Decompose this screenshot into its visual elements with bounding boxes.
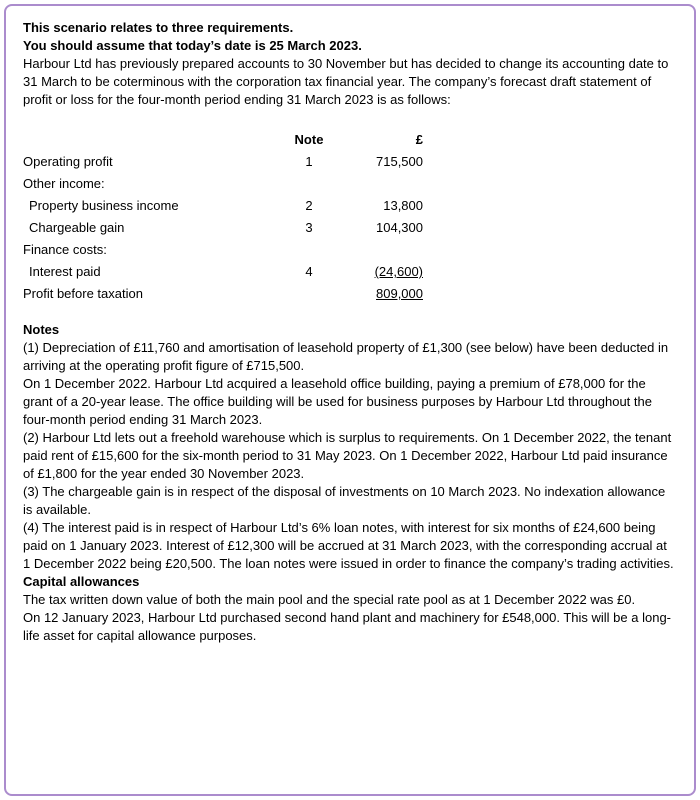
note-2: (2) Harbour Ltd lets out a freehold warehouse which is surplus to requirements. On 1 December 2022, the tenant paid rent of £15,600 for the six-month period to 31 May 2023. On 1 December 2022, Harbour Ltd paid insurance of £1,800 for the year ended 30 November 2023. bbox=[23, 430, 672, 481]
row-amount: 715,500 bbox=[376, 154, 423, 169]
amount-column-header: £ bbox=[415, 132, 423, 147]
table-header-spacer bbox=[23, 129, 281, 151]
row-amount bbox=[337, 173, 423, 195]
row-amount: 13,800 bbox=[383, 198, 423, 213]
row-amount bbox=[337, 239, 423, 261]
table-row bbox=[23, 261, 423, 283]
row-note bbox=[281, 239, 337, 261]
profit-or-loss-table bbox=[23, 129, 423, 305]
table-row bbox=[23, 283, 423, 305]
assumed-date-line: You should assume that today’s date is 25 March 2023. bbox=[23, 38, 362, 53]
scenario-panel bbox=[4, 4, 696, 796]
row-amount: 809,000 bbox=[376, 286, 423, 301]
note-1-continued: On 1 December 2022. Harbour Ltd acquired a leasehold office building, paying a premium of £78,000 for the grant of a 20-year lease. The office building will be used for business purposes by Harbour Ltd throughout the four-month period ending 31 March 2023. bbox=[23, 376, 652, 427]
row-note: 2 bbox=[305, 198, 313, 213]
table-header-row bbox=[23, 129, 423, 151]
note-column-header: Note bbox=[294, 132, 324, 147]
table-row bbox=[23, 217, 423, 239]
row-label: Finance costs: bbox=[23, 242, 107, 257]
table-row bbox=[23, 239, 423, 261]
capital-allowances-para-1: The tax written down value of both the main pool and the special rate pool as at 1 December 2022 was £0. bbox=[23, 592, 636, 607]
note-3: (3) The chargeable gain is in respect of the disposal of investments on 10 March 2023. No indexation allowance is available. bbox=[23, 484, 666, 517]
row-note: 1 bbox=[305, 154, 313, 169]
capital-allowances-heading: Capital allowances bbox=[23, 574, 140, 589]
table-row bbox=[23, 195, 423, 217]
table-row bbox=[23, 151, 423, 173]
row-amount: (24,600) bbox=[374, 264, 423, 279]
capital-allowances-para-2: On 12 January 2023, Harbour Ltd purchased second hand plant and machinery for £548,000. This will be a long-life asset for capital allowance purposes. bbox=[23, 610, 672, 643]
row-label: Operating profit bbox=[23, 154, 113, 169]
row-note bbox=[281, 173, 337, 195]
scenario-requirements-line: This scenario relates to three requirements. bbox=[23, 20, 294, 35]
row-note: 4 bbox=[305, 264, 313, 279]
row-amount: 104,300 bbox=[376, 220, 423, 235]
table-row bbox=[23, 173, 423, 195]
note-1: (1) Depreciation of £11,760 and amortisation of leasehold property of £1,300 (see below) have been deducted in arriving at the operating profit figure of £715,500. bbox=[23, 340, 669, 373]
row-note: 3 bbox=[305, 220, 313, 235]
row-label: Profit before taxation bbox=[23, 286, 143, 301]
note-4: (4) The interest paid is in respect of Harbour Ltd’s 6% loan notes, with interest for six months of £24,600 being paid on 1 January 2023. Interest of £12,300 will be accrued at 31 March 2023, with the corresponding accrual at 1 December 2022 being £20,500. The loan notes were issued in order to finance the company’s trading activities. bbox=[23, 520, 674, 571]
row-label: Chargeable gain bbox=[29, 220, 125, 235]
row-label: Interest paid bbox=[29, 264, 101, 279]
notes-heading: Notes bbox=[23, 322, 60, 337]
row-label: Other income: bbox=[23, 176, 105, 191]
row-label: Property business income bbox=[29, 198, 179, 213]
row-note bbox=[281, 283, 337, 305]
intro-paragraph: Harbour Ltd has previously prepared accounts to 30 November but has decided to change its accounting date to 31 March to be coterminous with the corporation tax financial year. The company’s forecast draft statement of profit or loss for the four-month period ending 31 March 2023 is as follows: bbox=[23, 56, 669, 107]
